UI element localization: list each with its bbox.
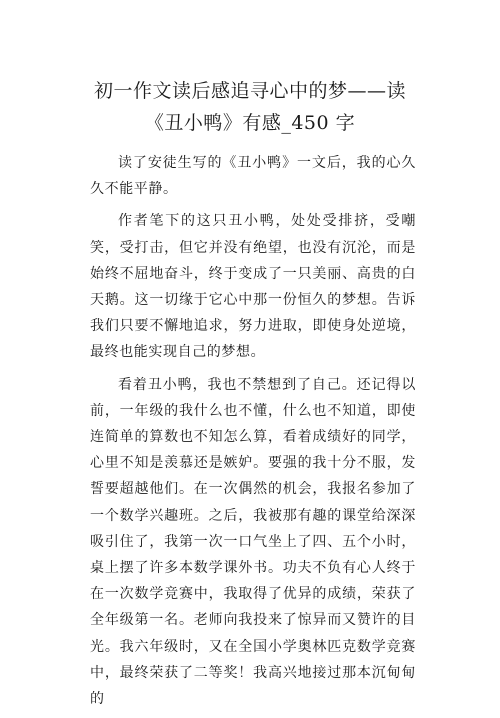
document-title (60, 75, 440, 139)
title-line-1: 初一作文读后感追寻心中的梦——读 (93, 79, 406, 102)
document-body (90, 150, 416, 718)
paragraph-2: 作者笔下的这只丑小鸭，处处受排挤，受嘲笑，受打击，但它并没有绝望，也没有沉沦，而是始终不屈地奋斗，终于变成了一只美丽、高贵的白天鹅。这一切缘于它心中那一份恒久的梦想。告诉我们只要不懈地追求，努力进取，即使身处逆境，最终也能实现自己的梦想。 (90, 213, 416, 361)
paragraph-1: 读了安徒生写的《丑小鸭》一文后，我的心久久不能平静。 (90, 155, 416, 198)
paragraph-3: 看着丑小鸭，我也不禁想到了自己。还记得以前，一年级的我什么也不懂，什么也不知道，即使连简单的算数也不知怎么算，看着成绩好的同学，心里不知是羡慕还是嫉妒。要强的我十分不服，发誓要超越他们。在一次偶然的机会，我报名参加了一个数学兴趣班。之后，我被那有趣的课堂给深深吸引住了，我第一次一口气坐上了四、五个小时，桌上摆了许多本数学课外书。功夫不负有心人终于在一次数学竞赛中，我取得了优异的成绩，荣获了全年级第一名。老师向我投来了惊异而又赞许的目光。我六年级时，又在全国小学奥林匹克数学竞赛中，最终荣获了二等奖！我高兴地接过那本沉甸甸的 (90, 376, 416, 708)
title-line-2: 《丑小鸭》有感_450 字 (144, 111, 356, 134)
